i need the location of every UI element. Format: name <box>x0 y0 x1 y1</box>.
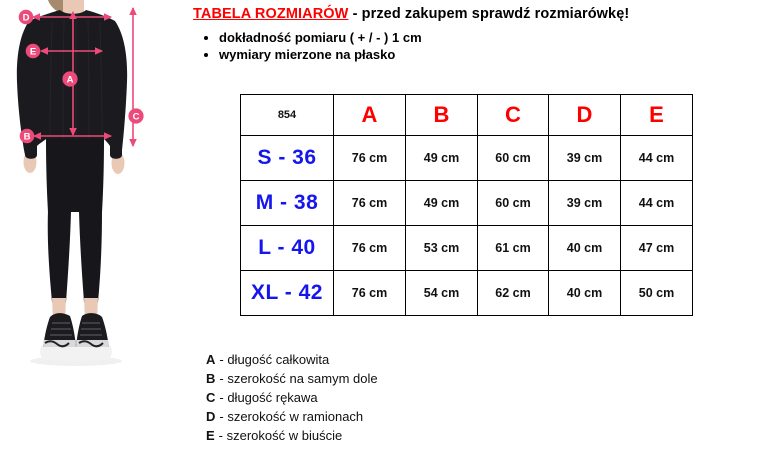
size-label-xl42: XL - 42 <box>241 271 334 316</box>
measurement-marker-a <box>62 71 77 86</box>
measurement-marker-c <box>128 108 143 123</box>
legend-item-b <box>206 369 378 388</box>
legend-letter: D <box>206 409 216 424</box>
column-header-c: C <box>478 95 549 136</box>
page-title <box>193 6 753 22</box>
legend-desc: - długość całkowita <box>219 352 330 367</box>
legend-desc: - szerokość w biuście <box>218 428 343 443</box>
leggings <box>46 139 104 302</box>
column-header-a: A <box>334 95 406 136</box>
legend-item-c <box>206 388 378 407</box>
size-table <box>240 94 693 316</box>
page-title-rest: - przed zakupem sprawdź rozmiarówkę! <box>348 6 630 22</box>
table-row-s36 <box>241 136 693 181</box>
table-cell-value: 49 cm <box>406 136 478 181</box>
table-cell-value: 76 cm <box>334 136 406 181</box>
table-cell-value: 47 cm <box>621 226 693 271</box>
svg-text:B: B <box>23 131 31 143</box>
table-cell-value: 44 cm <box>621 136 693 181</box>
table-cell-value: 62 cm <box>478 271 549 316</box>
legend-letter: A <box>206 352 216 367</box>
legend-item-a <box>206 350 378 369</box>
legend-letter: E <box>206 428 215 443</box>
legend-letter: B <box>206 371 216 386</box>
legend-desc: - szerokość w ramionach <box>219 409 364 424</box>
table-cell-value: 76 cm <box>334 226 406 271</box>
table-cell-value: 39 cm <box>549 181 621 226</box>
table-cell-value: 60 cm <box>478 181 549 226</box>
measurement-legend <box>206 350 378 445</box>
table-row-m38 <box>241 181 693 226</box>
legend-desc: - szerokość na samym dole <box>219 371 378 386</box>
bullet-measurement-accuracy: • dokładność pomiaru ( + / - ) 1 cm <box>219 29 753 46</box>
page-title-highlight: TABELA ROZMIARÓW <box>193 6 349 22</box>
legend-letter: C <box>206 390 216 405</box>
sneakers <box>40 313 112 361</box>
measurement-marker-e <box>26 44 41 59</box>
table-cell-value: 40 cm <box>549 271 621 316</box>
svg-text:A: A <box>66 74 74 86</box>
table-cell-value: 39 cm <box>549 136 621 181</box>
table-cell-value: 50 cm <box>621 271 693 316</box>
table-header-row <box>241 95 693 136</box>
intro-bullet-list <box>193 29 753 63</box>
bullet-measured-flat: • wymiary mierzone na płasko <box>219 46 753 63</box>
svg-text:E: E <box>29 46 37 58</box>
size-label-l40: L - 40 <box>241 226 334 271</box>
model-photo <box>0 0 160 370</box>
measurement-marker-d <box>19 10 34 25</box>
product-code-cell: 854 <box>241 95 334 136</box>
legend-item-d <box>206 407 378 426</box>
table-cell-value: 40 cm <box>549 226 621 271</box>
measurement-marker-b <box>20 129 35 144</box>
column-header-b: B <box>406 95 478 136</box>
svg-text:C: C <box>132 111 140 123</box>
intro-block <box>193 6 753 63</box>
svg-text:D: D <box>22 12 30 24</box>
legend-desc: - długość rękawa <box>219 390 318 405</box>
table-cell-value: 61 cm <box>478 226 549 271</box>
table-cell-value: 44 cm <box>621 181 693 226</box>
size-label-s36: S - 36 <box>241 136 334 181</box>
column-header-e: E <box>621 95 693 136</box>
table-cell-value: 54 cm <box>406 271 478 316</box>
size-label-m38: M - 38 <box>241 181 334 226</box>
table-cell-value: 76 cm <box>334 271 406 316</box>
table-cell-value: 49 cm <box>406 181 478 226</box>
table-row-l40 <box>241 226 693 271</box>
column-header-d: D <box>549 95 621 136</box>
table-cell-value: 60 cm <box>478 136 549 181</box>
legend-item-e <box>206 426 378 445</box>
table-cell-value: 53 cm <box>406 226 478 271</box>
table-row-xl42 <box>241 271 693 316</box>
table-cell-value: 76 cm <box>334 181 406 226</box>
